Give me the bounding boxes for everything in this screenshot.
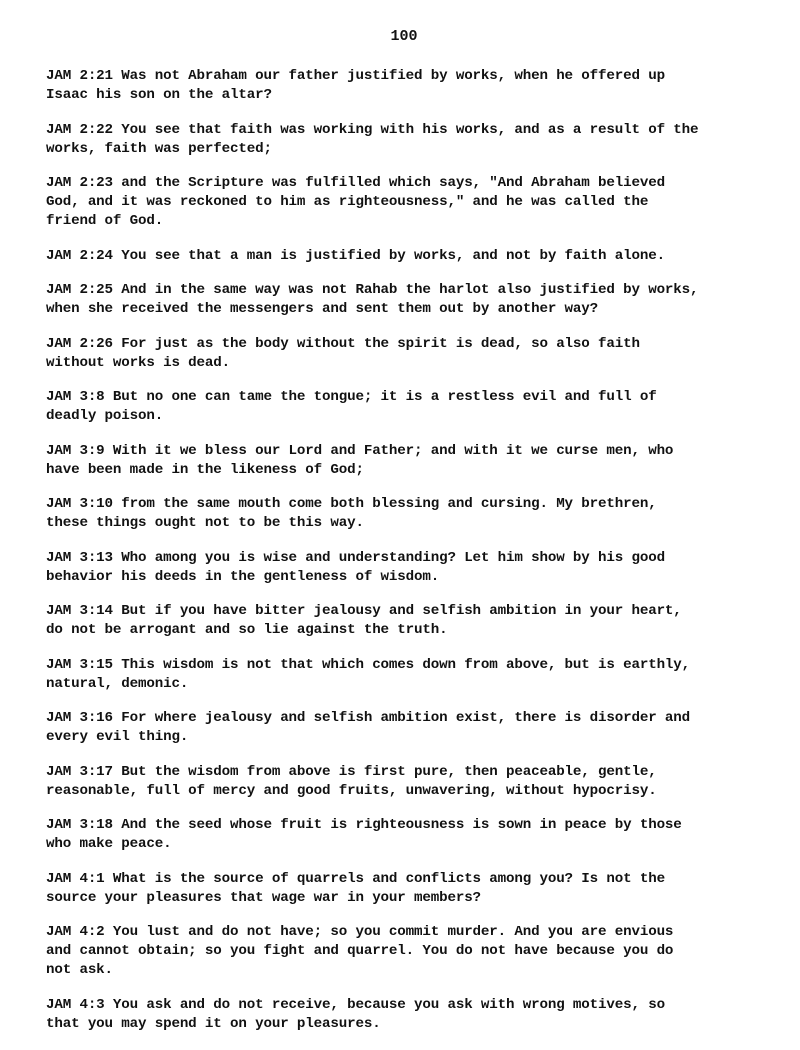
verse-line: JAM 2:21 Was not Abraham our father justified by works, when he offered up — [46, 68, 665, 84]
verse-line: JAM 3:9 With it we bless our Lord and Father; and with it we curse men, who — [46, 442, 674, 459]
verse-line: deadly poison. — [46, 408, 164, 424]
verse-line: JAM 3:10 from the same mouth come both blessing and cursing. My brethren, — [46, 496, 657, 512]
verse-line: and cannot obtain; so you fight and quarrel. You do not have because you do — [46, 943, 674, 959]
verse-line: JAM 3:14 But if you have bitter jealousy and selfish ambition in your heart, — [46, 603, 682, 619]
verse-paragraph — [46, 442, 740, 480]
verse-line: that you may spend it on your pleasures. — [46, 1015, 381, 1032]
verse-line: these things ought not to be this way. — [46, 515, 364, 531]
verse-paragraph — [46, 174, 740, 231]
verse-paragraph — [46, 281, 740, 319]
verse-line: have been made in the likeness of God; — [46, 461, 364, 478]
verse-line: JAM 2:26 For just as the body without the spirit is dead, so also faith — [46, 335, 640, 352]
verse-line: JAM 4:2 You lust and do not have; so you commit murder. And you are envious — [46, 924, 674, 940]
verse-line: JAM 4:3 You ask and do not receive, because you ask with wrong motives, so — [46, 996, 665, 1013]
verse-line: JAM 2:24 You see that a man is justified by works, and not by faith alone. — [46, 247, 665, 264]
verse-line: JAM 3:17 But the wisdom from above is first pure, then peaceable, gentle, — [46, 763, 657, 780]
verse-paragraph — [46, 549, 740, 587]
verse-line: without works is dead. — [46, 354, 231, 371]
verse-paragraph — [46, 923, 740, 980]
verse-line: JAM 3:15 This wisdom is not that which comes down from above, but is earthly, — [46, 656, 691, 673]
verse-paragraph — [46, 709, 740, 747]
verse-line: source your pleasures that wage war in your members? — [46, 889, 481, 906]
verse-paragraph — [46, 67, 740, 105]
verse-line: do not be arrogant and so lie against the truth. — [46, 622, 448, 638]
verse-line: God, and it was reckoned to him as righteousness," and he was called the — [46, 194, 649, 210]
verse-line: Isaac his son on the altar? — [46, 87, 272, 103]
page-number: 100 — [390, 28, 418, 45]
verse-line: JAM 3:18 And the seed whose fruit is righteousness is sown in peace by those — [46, 817, 682, 833]
verse-line: JAM 2:22 You see that faith was working with his works, and as a result of the — [46, 121, 699, 138]
verse-line: JAM 2:23 and the Scripture was fulfilled which says, "And Abraham believed — [46, 175, 665, 191]
verse-line: natural, demonic. — [46, 675, 189, 692]
verse-paragraph — [46, 763, 740, 801]
verse-line: behavior his deeds in the gentleness of wisdom. — [46, 568, 440, 585]
verse-list — [46, 67, 740, 1034]
verse-paragraph — [46, 388, 740, 426]
verse-line: every evil thing. — [46, 729, 189, 745]
verse-line: when she received the messengers and sent them out by another way? — [46, 301, 599, 317]
verse-paragraph — [46, 656, 740, 694]
verse-line: works, faith was perfected; — [46, 140, 272, 157]
verse-paragraph — [46, 816, 740, 854]
verse-paragraph — [46, 121, 740, 159]
verse-line: JAM 3:16 For where jealousy and selfish ambition exist, there is disorder and — [46, 710, 691, 726]
verse-paragraph — [46, 996, 740, 1034]
verse-paragraph — [46, 247, 740, 266]
verse-line: reasonable, full of mercy and good fruits, unwavering, without hypocrisy. — [46, 782, 657, 799]
verse-line: friend of God. — [46, 213, 164, 229]
verse-line: JAM 2:25 And in the same way was not Rahab the harlot also justified by works, — [46, 282, 699, 298]
verse-paragraph — [46, 602, 740, 640]
verse-paragraph — [46, 335, 740, 373]
verse-paragraph — [46, 870, 740, 908]
verse-line: JAM 3:8 But no one can tame the tongue; it is a restless evil and full of — [46, 389, 657, 405]
verse-line: JAM 4:1 What is the source of quarrels and conflicts among you? Is not the — [46, 870, 665, 887]
verse-line: who make peace. — [46, 836, 172, 852]
verse-line: not ask. — [46, 962, 113, 978]
verse-paragraph — [46, 495, 740, 533]
verse-line: JAM 3:13 Who among you is wise and understanding? Let him show by his good — [46, 549, 665, 566]
